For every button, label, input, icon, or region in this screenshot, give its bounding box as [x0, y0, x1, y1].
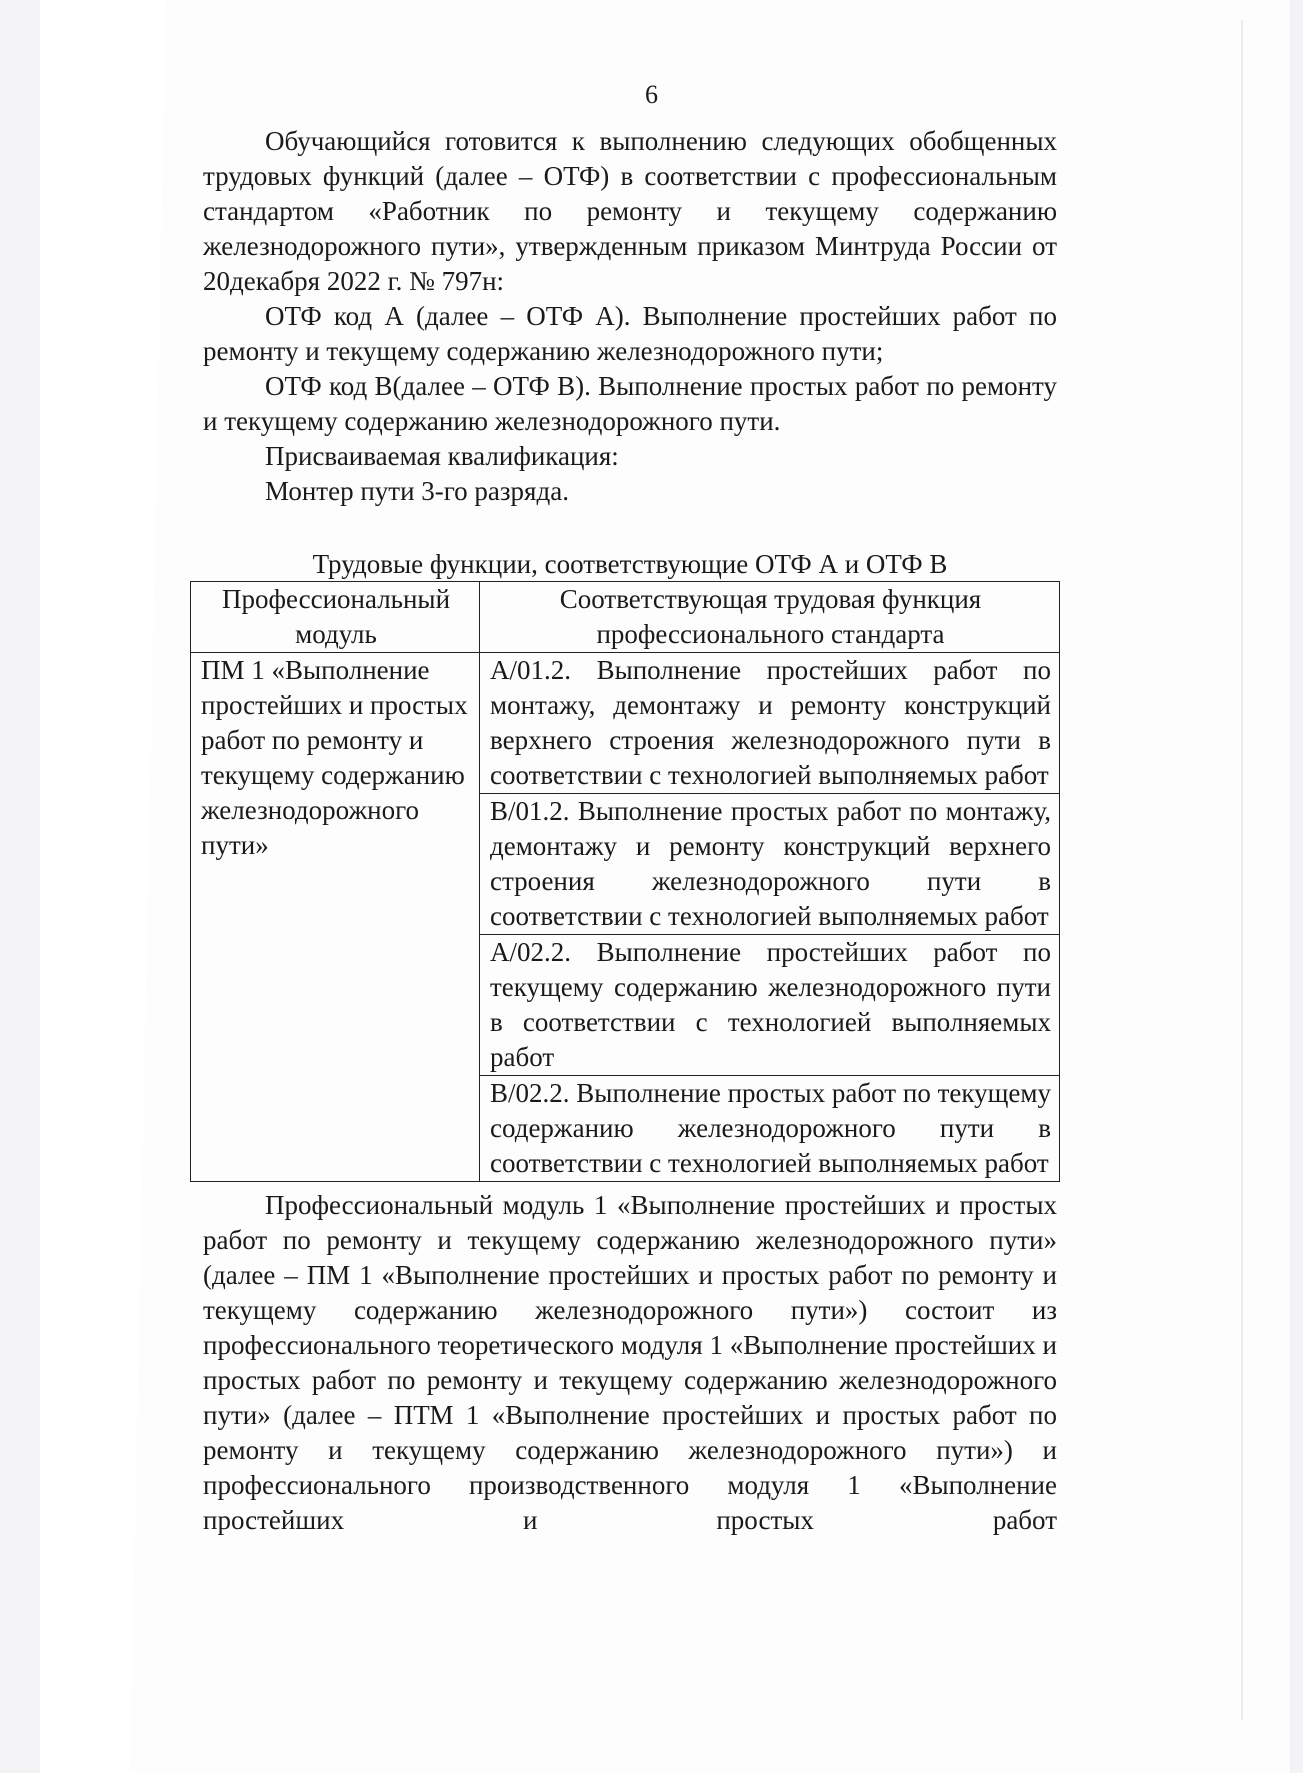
page-edge-shadow	[1241, 20, 1243, 1720]
intro-paragraph: Обучающийся готовится к выполнению следующих обобщенных трудовых функций (далее – ОТФ) в соответствии с профессиональным стандартом «Работник по ремонту и текущему содержанию железнодорожного пути», утвержденным приказом Минтруда России от 20декабря 2022 г. № 797н:	[203, 126, 1057, 296]
table-caption: Трудовые функции, соответствующие ОТФ А и ОТФ В	[312, 549, 948, 579]
module-cell: ПМ 1 «Выполнение простейших и простых работ по ремонту и текущему содержанию железнодорожного пути»	[191, 653, 480, 1182]
header-function: Соответствующая трудовая функция профессионального стандарта	[480, 582, 1060, 653]
function-cell: В/01.2. Выполнение простых работ по монтажу, демонтажу и ремонту конструкций верхнего строения железнодорожного пути в соответствии с технологией выполняемых работ	[480, 794, 1060, 935]
otf-a-paragraph: ОТФ код А (далее – ОТФ А). Выполнение простейших работ по ремонту и текущему содержанию железнодорожного пути;	[203, 301, 1057, 366]
table-row	[191, 653, 1060, 794]
function-cell: В/02.2. Выполнение простых работ по текущему содержанию железнодорожного пути в соответствии с технологией выполняемых работ	[480, 1076, 1060, 1182]
qualification-label: Присваиваемая квалификация:	[265, 441, 619, 471]
function-cell: А/02.2. Выполнение простейших работ по текущему содержанию железнодорожного пути в соответствии с технологией выполняемых работ	[480, 935, 1060, 1076]
closing-paragraph: Профессиональный модуль 1 «Выполнение простейших и простых работ по ремонту и текущему содержанию железнодорожного пути» (далее – ПМ 1 «Выполнение простейших и простых работ по ремонту и текущему содержанию железнодорожного пути») состоит из профессионального теоретического модуля 1 «Выполнение простейших и простых работ по ремонту и текущему содержанию железнодорожного пути» (далее – ПТМ 1 «Выполнение простейших и простых работ по ремонту и текущему содержанию железнодорожного пути») и профессионального производственного модуля 1 «Выполнение простейших и простых работ	[203, 1190, 1057, 1535]
labor-functions-table	[190, 581, 1060, 1182]
otf-b-paragraph: ОТФ код В(далее – ОТФ В). Выполнение простых работ по ремонту и текущему содержанию железнодорожного пути.	[203, 371, 1057, 436]
table-header-row	[191, 582, 1060, 653]
header-module: Профессиональный модуль	[191, 582, 480, 653]
function-cell: А/01.2. Выполнение простейших работ по монтажу, демонтажу и ремонту конструкций верхнего строения железнодорожного пути в соответствии с технологией выполняемых работ	[480, 653, 1060, 794]
document-body	[203, 124, 1057, 1538]
qualification-value: Монтер пути 3-го разряда.	[265, 476, 569, 506]
page-number: 6	[645, 80, 658, 109]
